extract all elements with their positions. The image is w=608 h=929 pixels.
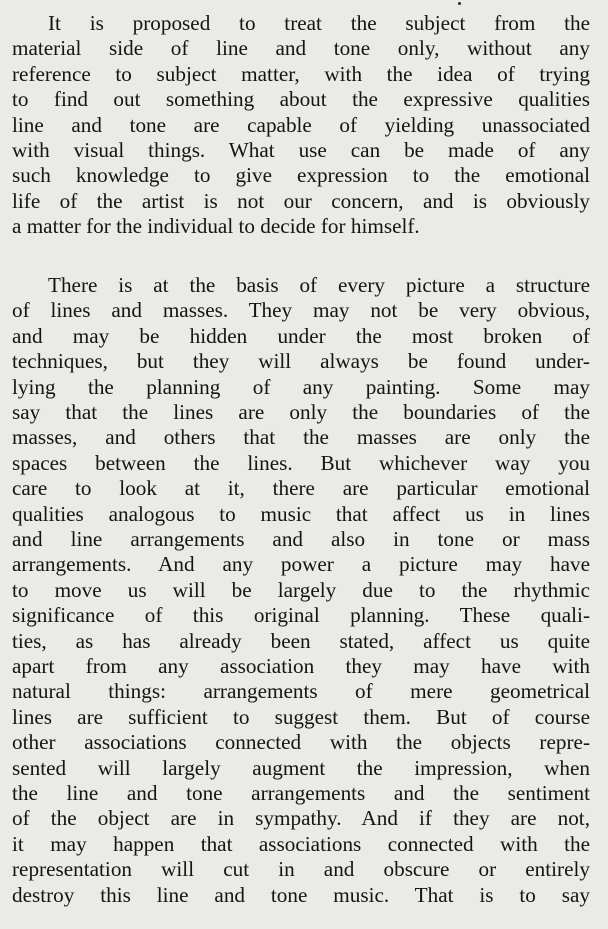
text-line: There is at the basis of every picture a structure (48, 273, 590, 297)
text-line: of the object are in sympathy. And if they are not, (12, 806, 590, 831)
text-line: It is proposed to treat the subject from the (48, 11, 590, 35)
text-line: a matter for the individual to decide for himself. (12, 214, 420, 239)
text-line: care to look at it, there are particular emotional (12, 476, 590, 501)
text-line: life of the artist is not our concern, and is obviously (12, 188, 590, 213)
text-line: the line and tone arrangements and the sentiment (12, 781, 590, 805)
text-line: and may be hidden under the most broken of (12, 323, 590, 348)
text-line: qualities analogous to music that affect us in lines (12, 501, 590, 526)
text-line: material side of line and tone only, without any (12, 36, 590, 61)
text-line: lying the planning of any painting. Some may (12, 374, 590, 399)
text-line: with visual things. What use can be made of any (12, 138, 590, 162)
text-line: techniques, but they will always be found under- (12, 349, 590, 374)
text-line: apart from any association they may have with (12, 654, 590, 678)
text-line: significance of this original planning. These quali- (12, 603, 590, 628)
text-line: such knowledge to give expression to the emotional (12, 163, 590, 188)
text-line: reference to subject matter, with the idea of trying (12, 61, 590, 86)
text-line: natural things: arrangements of mere geometrical (12, 679, 590, 704)
text-line: to move us will be largely due to the rhythmic (12, 577, 590, 602)
print-speck (458, 2, 461, 5)
text-line: spaces between the lines. But whichever way you (12, 450, 590, 475)
text-line: destroy this line and tone music. That is to say (12, 882, 590, 907)
text-line: to find out something about the expressive qualities (12, 87, 590, 112)
text-line: sented will largely augment the impression, when (12, 755, 590, 780)
text-line: it may happen that associations connected with the (12, 831, 590, 856)
text-line: representation will cut in and obscure or entirely (12, 857, 590, 882)
text-line: lines are sufficient to suggest them. But of course (12, 704, 590, 729)
text-line: other associations connected with the objects repre- (12, 730, 590, 755)
text-line: and line arrangements and also in tone or mass (12, 527, 590, 551)
text-line: line and tone are capable of yielding unassociated (12, 112, 590, 137)
text-line: masses, and others that the masses are only the (12, 425, 590, 450)
text-line: arrangements. And any power a picture may have (12, 552, 590, 577)
text-line: say that the lines are only the boundaries of the (12, 400, 590, 424)
text-line: ties, as has already been stated, affect us quite (12, 628, 590, 653)
text-line: of lines and masses. They may not be very obvious, (12, 298, 590, 323)
